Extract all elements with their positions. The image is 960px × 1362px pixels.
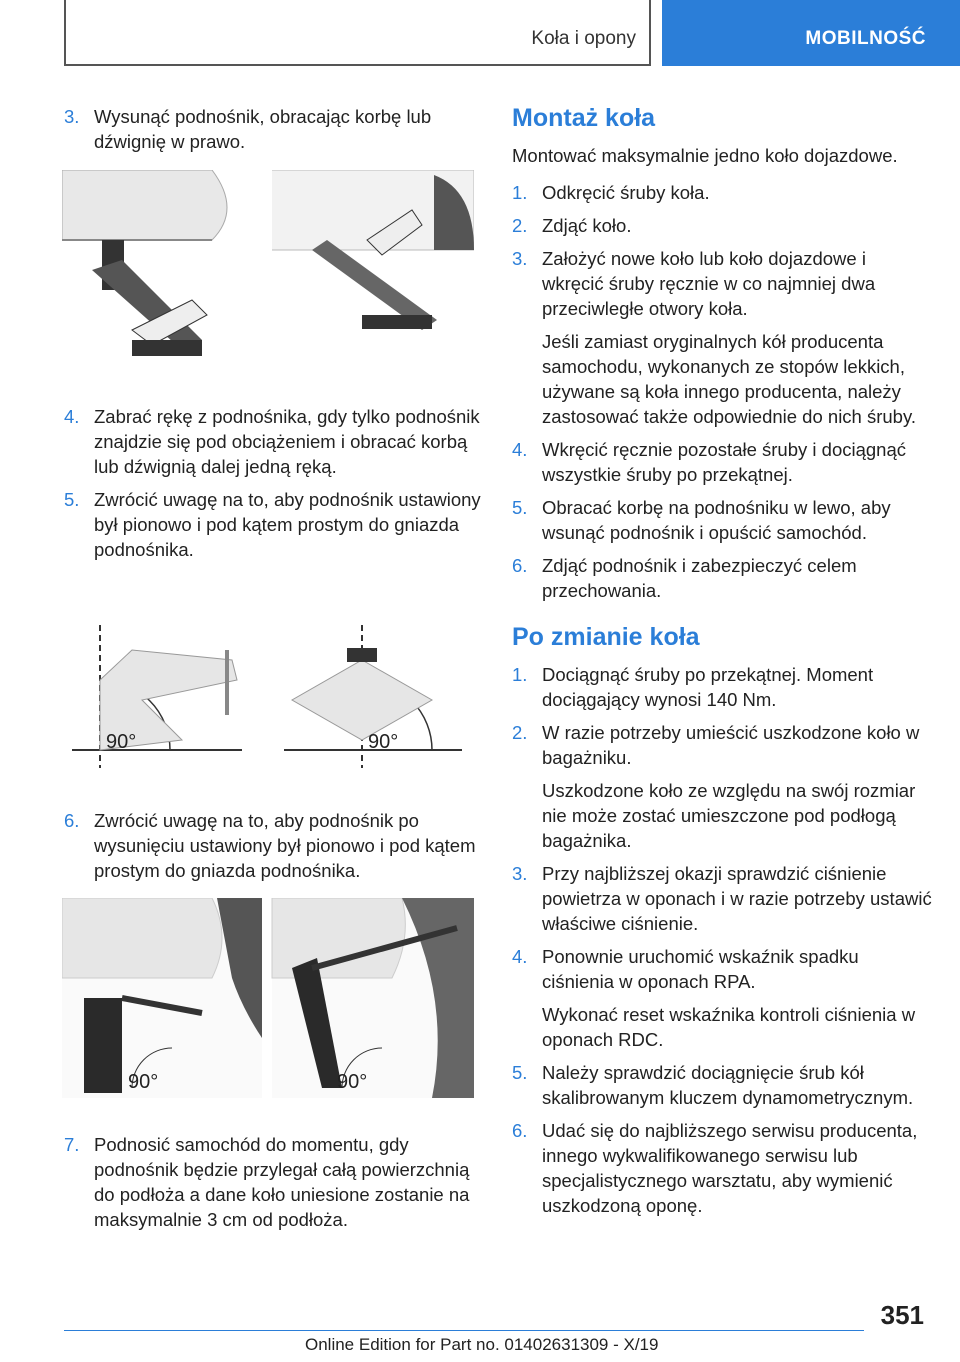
step-text: W razie potrzeby umieścić uszkodzone koło w bagażniku. <box>542 722 920 768</box>
step-text: Zdjąć podnośnik i zabezpieczyć celem przechowania. <box>542 555 857 601</box>
angle-label: 90° <box>106 731 137 753</box>
angle-label: 90° <box>368 731 399 753</box>
step-note: Uszkodzone koło ze względu na swój rozmiar nie może zostać umieszczone pod podłogą bagażnika. <box>542 780 916 851</box>
footer-edition: Online Edition for Part no. 01402631309 - X/19 <box>305 1335 659 1354</box>
step-number: 4. <box>64 406 80 427</box>
step-number: 2. <box>512 722 528 743</box>
step-text: Ponownie uruchomić wskaźnik spadku ciśnienia w oponach RPA. <box>542 946 859 992</box>
step-text: Zwrócić uwagę na to, aby podnośnik po wysunięciu ustawiony był pionowo i pod kątem prostym do gniazda podnośnika. <box>94 810 476 881</box>
step-note: Wykonać reset wskaźnika kontroli ciśnienia w oponach RDC. <box>542 1004 916 1050</box>
step-text: Udać się do najbliższego serwisu producenta, innego wykwalifikowanego serwisu lub specjalistycznego warsztatu, aby wymienić uszkodzoną oponę. <box>542 1120 918 1216</box>
figure-jack-mounted <box>62 898 474 1098</box>
angle-label: 90° <box>128 1071 159 1093</box>
step-text: Obracać korbę na podnośniku w lewo, aby wsunąć podnośnik i opuścić samochód. <box>542 497 891 543</box>
header-chapter-tab[interactable] <box>662 0 960 66</box>
step-number: 4. <box>512 439 528 460</box>
step-text: Założyć nowe koło lub koło dojazdowe i wkręcić śruby ręcznie w co najmniej dwa przeciwległe otwory koła. <box>542 248 876 319</box>
figure-jack-crank <box>62 170 474 360</box>
footer-rule <box>64 1330 864 1331</box>
step-text: Zabrać rękę z podnośnika, gdy tylko podnośnik znajdzie się pod obciążeniem i obracać korbą lub dźwignią dalej jedną ręką. <box>94 406 480 477</box>
right-column <box>512 104 932 1226</box>
steps-4-5-block <box>64 404 484 570</box>
step-number: 1. <box>512 664 528 685</box>
step-number: 6. <box>512 1120 528 1141</box>
step-number: 3. <box>512 248 528 269</box>
step-text: Zdjąć koło. <box>542 215 632 236</box>
header-rule-left <box>64 0 66 66</box>
header-rule-bottom <box>66 64 650 66</box>
step-number: 2. <box>512 215 528 236</box>
step-text: Przy najbliższej okazji sprawdzić ciśnienie powietrza w oponach i w razie potrzeby ustawić właściwe ciśnienie. <box>542 863 932 934</box>
step-number: 1. <box>512 182 528 203</box>
step-number: 6. <box>512 555 528 576</box>
step-text: Wkręcić ręcznie pozostałe śruby i dociągnąć wszystkie śruby po przekątnej. <box>542 439 906 485</box>
step-number: 3. <box>64 106 80 127</box>
section-title-after-change: Po zmianie koła <box>512 623 700 651</box>
step-number: 3. <box>512 863 528 884</box>
step-number: 7. <box>64 1134 80 1155</box>
step-text: Dociągnąć śruby po przekątnej. Moment dociągający wynosi 140 Nm. <box>542 664 874 710</box>
step-text: Odkręcić śruby koła. <box>542 182 710 203</box>
header-separator <box>649 0 651 66</box>
step-number: 6. <box>64 810 80 831</box>
header-section-title: Koła i opony <box>531 28 636 49</box>
step-note: Jeśli zamiast oryginalnych kół producenta samochodu, wykonanych ze stopów lekkich, używane są koła innego producenta, należy zastosować także odpowiednie do nich śruby. <box>542 331 916 427</box>
angle-label: 90° <box>337 1071 368 1093</box>
step-number: 5. <box>512 1062 528 1083</box>
figure-jack-angle-diagram <box>62 620 474 770</box>
step-text: Podnosić samochód do momentu, gdy podnośnik będzie przylegał całą powierzchnią do podłoża a dane koło uniesione zostanie na maksymalnie 3 cm od podłoża. <box>94 1134 470 1230</box>
step-3-block <box>64 104 484 162</box>
step-number: 4. <box>512 946 528 967</box>
step-6-block <box>64 808 484 891</box>
step-text: Zwrócić uwagę na to, aby podnośnik ustawiony był pionowo i pod kątem prostym do gniazda podnośnika. <box>94 489 481 560</box>
step-7-block <box>64 1132 484 1240</box>
section-intro: Montować maksymalnie jedno koło dojazdowe. <box>512 145 898 166</box>
step-text: Wysunąć podnośnik, obracając korbę lub dźwignię w prawo. <box>94 106 432 152</box>
section-title-wheel-mounting: Montaż koła <box>512 104 656 132</box>
step-number: 5. <box>512 497 528 518</box>
header-chapter-label: MOBILNOŚĆ <box>805 28 926 49</box>
page-number: 351 <box>880 1300 924 1330</box>
step-number: 5. <box>64 489 80 510</box>
step-text: Należy sprawdzić dociągnięcie śrub kół skalibrowanym kluczem dynamometrycznym. <box>542 1062 914 1108</box>
